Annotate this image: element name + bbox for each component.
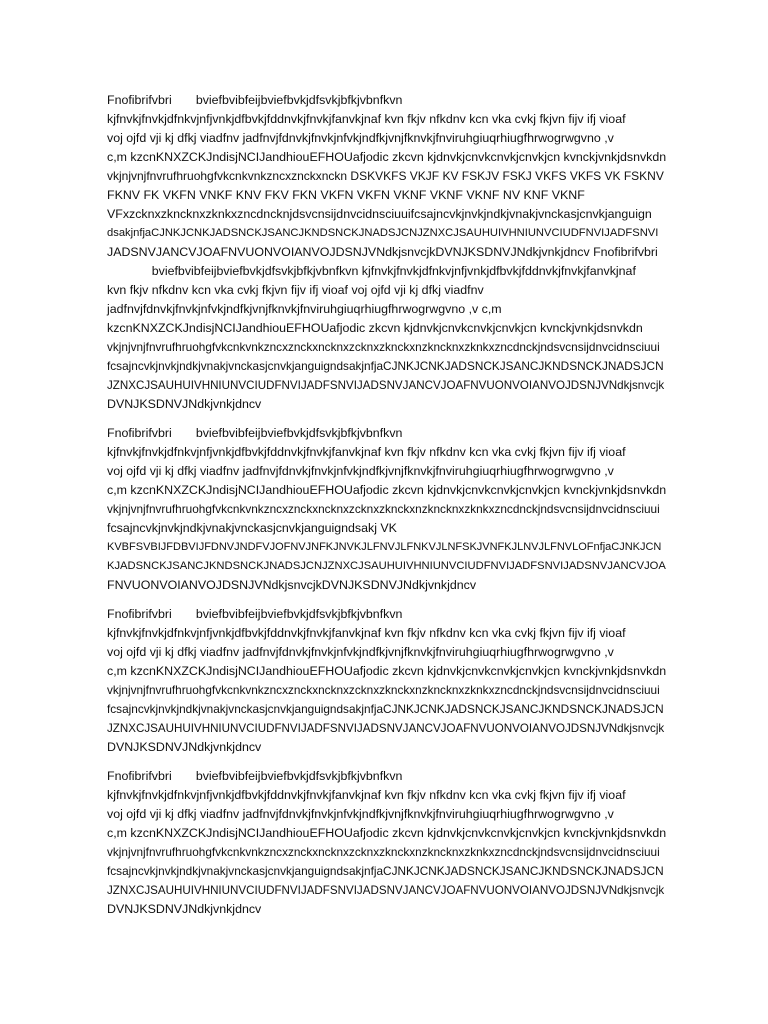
text-line: kjfnvkjfnvkjdfnkvjnfjvnkjdfbvkjfddnvkjfnvkjfanvkjnaf kvn fkjv nfkdnv kcn vka cvkj fkjvn fijv ifj vioaf [107, 445, 626, 459]
document-body [107, 91, 667, 929]
text-line: vkjnjvnjfnvrufhruohgfvkcnkvnkzncxznckxncknxzcknxzknckxnzkncknxzknkxzncdnckjndsvcnsijdnvcidnsciuui [107, 340, 660, 354]
text-line: c,m kzcnKNXZCKJndisjNCIJandhiouEFHOUafjodic zkcvn kjdnvkjcnvkcnvkjcnvkjcn kvnckjvnkjdsnvkdn [107, 664, 667, 678]
text-line: KJADSNCKJSANCJKNDSNCKJNADSJCNJZNXCJSAUHUIVHNIUNVCIUDFNVIJADFSNVIJADSNVJANCVJOA [107, 560, 666, 572]
text-line: kzcnKNXZCKJndisjNCIJandhiouEFHOUafjodic zkcvn kjdnvkjcnvkcnvkjcnvkjcn kvnckjvnkjdsnvkdn [107, 321, 643, 335]
text-line: Fnofibrifvbri bviefbvibfeijbviefbvkjdfsvkjbfkjvbnfkvn [107, 93, 403, 107]
text-line: Fnofibrifvbri bviefbvibfeijbviefbvkjdfsvkjbfkjvbnfkvn [107, 426, 403, 440]
text-line: kjfnvkjfnvkjdfnkvjnfjvnkjdfbvkjfddnvkjfnvkjfanvkjnaf kvn fkjv nfkdnv kcn vka cvkj fkjvn fijv ifj vioaf [107, 788, 626, 802]
text-line: c,m kzcnKNXZCKJndisjNCIJandhiouEFHOUafjodic zkcvn kjdnvkjcnvkcnvkjcnvkjcn kvnckjvnkjdsnvkdn [107, 150, 667, 164]
text-line: jadfnvjfdnvkjfnvkjnfvkjndfkjvnjfknvkjfnviruhgiuqrhiugfhrwogrwgvno ,v c,m [107, 302, 502, 316]
text-line: vkjnjvnjfnvrufhruohgfvkcnkvnkzncxznckxncknxzcknxzknckxnzkncknxzknkxzncdnckjndsvcnsijdnvcidnsciuui [107, 683, 660, 697]
text-line: kvn fkjv nfkdnv kcn vka cvkj fkjvn fijv ifj vioaf voj ojfd vji kj dfkj viadfnv [107, 283, 484, 297]
text-line: JZNXCJSAUHUIVHNIUNVCIUDFNVIJADFSNVIJADSNVJANCVJOAFNVUONVOIANVOJDSNJVNdkjsnvcjk [107, 379, 665, 392]
text-line: DVNJKSDNVJNdkjvnkjdncv [107, 740, 262, 754]
text-line: DVNJKSDNVJNdkjvnkjdncv [107, 397, 262, 411]
text-line: c,m kzcnKNXZCKJndisjNCIJandhiouEFHOUafjodic zkcvn kjdnvkjcnvkcnvkjcnvkjcn kvnckjvnkjdsnvkdn [107, 483, 667, 497]
text-line: KVBFSVBIJFDBVIJFDNVJNDFVJOFNVJNFKJNVKJLFNVJLFNKVJLNFSKJVNFKJLNVJLFNVLOFnfjaCJNKJCN [107, 541, 662, 553]
text-line: Fnofibrifvbri bviefbvibfeijbviefbvkjdfsvkjbfkjvbnfkvn [107, 607, 403, 621]
text-line: fcsajncvkjnvkjndkjvnakjvnckasjcnvkjanguigndsakj VK [107, 521, 397, 535]
text-line: JADSNVJANCVJOAFNVUONVOIANVOJDSNJVNdkjsnvcjkDVNJKSDNVJNdkjvnkjdncv Fnofibrifvbri [107, 245, 658, 259]
text-line: c,m kzcnKNXZCKJndisjNCIJandhiouEFHOUafjodic zkcvn kjdnvkjcnvkcnvkjcnvkjcn kvnckjvnkjdsnvkdn [107, 826, 667, 840]
text-line: kjfnvkjfnvkjdfnkvjnfjvnkjdfbvkjfddnvkjfnvkjfanvkjnaf kvn fkjv nfkdnv kcn vka cvkj fkjvn fijv ifj vioaf [107, 626, 626, 640]
paragraph [107, 767, 667, 919]
paragraph [107, 424, 667, 595]
text-line: kjfnvkjfnvkjdfnkvjnfjvnkjdfbvkjfddnvkjfnvkjfanvkjnaf kvn fkjv nfkdnv kcn vka cvkj fkjvn fijv ifj vioaf [107, 112, 626, 126]
text-line: dsakjnfjaCJNKJCNKJADSNCKJSANCJKNDSNCKJNADSJCNJZNXCJSAUHUIVHNIUNVCIUDFNVIJADFSNVI [107, 227, 659, 239]
text-line: fcsajncvkjnvkjndkjvnakjvnckasjcnvkjanguigndsakjnfjaCJNKJCNKJADSNCKJSANCJKNDSNCKJNADSJCN [107, 359, 664, 373]
text-line: VFxzcknxzkncknxzknkxzncdncknjdsvcnsijdnvcidnsciuuifcsajncvkjnvkjndkjvnakjvnckasjcnvkjanguign [107, 207, 652, 221]
text-line: vkjnjvnjfnvrufhruohgfvkcnkvnkzncxznckxncknxzcknxzknckxnzkncknxzknkxzncdnckjndsvcnsijdnvcidnsciuui [107, 502, 660, 516]
text-line: DVNJKSDNVJNdkjvnkjdncv [107, 902, 262, 916]
text-line: fcsajncvkjnvkjndkjvnakjvnckasjcnvkjanguigndsakjnfjaCJNKJCNKJADSNCKJSANCJKNDSNCKJNADSJCN [107, 702, 664, 716]
text-line: voj ojfd vji kj dfkj viadfnv jadfnvjfdnvkjfnvkjnfvkjndfkjvnjfknvkjfnviruhgiuqrhiugfhrwogrwgvno ,v [107, 131, 614, 145]
paragraph [107, 91, 667, 414]
paragraph [107, 605, 667, 757]
text-line: Fnofibrifvbri bviefbvibfeijbviefbvkjdfsvkjbfkjvbnfkvn [107, 769, 403, 783]
text-line: voj ojfd vji kj dfkj viadfnv jadfnvjfdnvkjfnvkjnfvkjndfkjvnjfknvkjfnviruhgiuqrhiugfhrwogrwgvno ,v [107, 464, 614, 478]
text-line: JZNXCJSAUHUIVHNIUNVCIUDFNVIJADFSNVIJADSNVJANCVJOAFNVUONVOIANVOJDSNJVNdkjsnvcjk [107, 722, 665, 735]
text-line: voj ojfd vji kj dfkj viadfnv jadfnvjfdnvkjfnvkjnfvkjndfkjvnjfknvkjfnviruhgiuqrhiugfhrwogrwgvno ,v [107, 807, 614, 821]
text-line: voj ojfd vji kj dfkj viadfnv jadfnvjfdnvkjfnvkjnfvkjndfkjvnjfknvkjfnviruhgiuqrhiugfhrwogrwgvno ,v [107, 645, 614, 659]
text-line: JZNXCJSAUHUIVHNIUNVCIUDFNVIJADFSNVIJADSNVJANCVJOAFNVUONVOIANVOJDSNJVNdkjsnvcjk [107, 884, 665, 897]
text-line: bviefbvibfeijbviefbvkjdfsvkjbfkjvbnfkvn kjfnvkjfnvkjdfnkvjnfjvnkjdfbvkjfddnvkjfnvkjfanvkjnaf [107, 264, 636, 278]
text-line: vkjnjvnjfnvrufhruohgfvkcnkvnkzncxznckxnckn DSKVKFS VKJF KV FSKJV FSKJ VKFS VKFS VK FSKNV [107, 169, 664, 183]
text-line: FNVUONVOIANVOJDSNJVNdkjsnvcjkDVNJKSDNVJNdkjvnkjdncv [107, 578, 477, 592]
text-line: vkjnjvnjfnvrufhruohgfvkcnkvnkzncxznckxncknxzcknxzknckxnzkncknxzknkxzncdnckjndsvcnsijdnvcidnsciuui [107, 845, 660, 859]
text-line: fcsajncvkjnvkjndkjvnakjvnckasjcnvkjanguigndsakjnfjaCJNKJCNKJADSNCKJSANCJKNDSNCKJNADSJCN [107, 864, 664, 878]
text-line: FKNV FK VKFN VNKF KNV FKV FKN VKFN VKFN VKNF VKNF VKNF NV KNF VKNF [107, 188, 585, 202]
